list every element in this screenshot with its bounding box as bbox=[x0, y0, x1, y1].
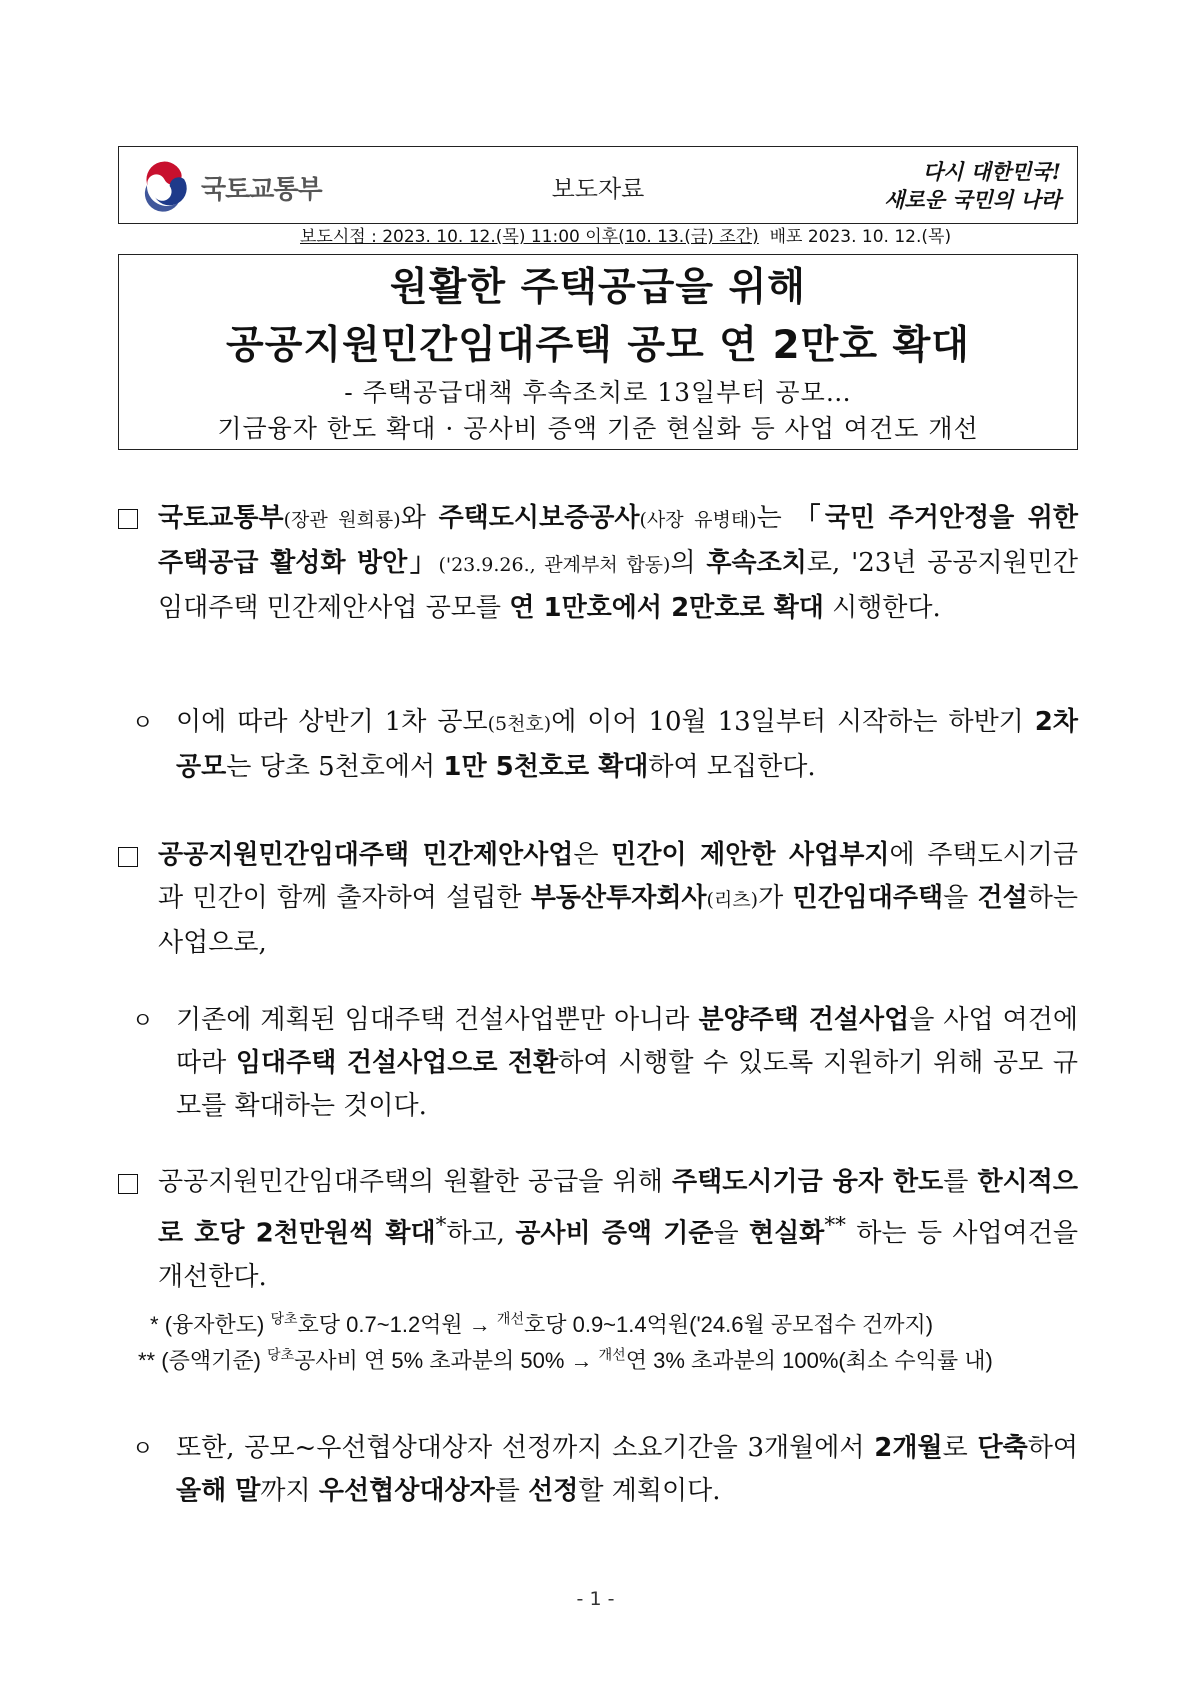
footnote-2-after: 연 3% 초과분의 100%(최소 수익률 내) bbox=[625, 1348, 993, 1373]
emphasis-text: 부동산투자회사 bbox=[530, 883, 707, 913]
body-text: 하여 시행할 수 있도록 지원하기 위해 공모 규모를 확대하는 것이다. bbox=[176, 1048, 1078, 1121]
body-text: 는 bbox=[756, 503, 795, 533]
body-text: * bbox=[435, 1213, 447, 1238]
emphasis-text: 「국민 주거안정을 위한 주택공급 활성화 방안」 bbox=[158, 503, 1079, 578]
emphasis-text: 2차 공모 bbox=[176, 707, 1078, 782]
body-text: 로, '23년 공공지원민간임대주택 민간제안사업 공모를 bbox=[158, 548, 1078, 623]
square-bullet-icon bbox=[118, 509, 138, 529]
body-text: 하는 사업으로, bbox=[158, 883, 1078, 958]
body-text: 을 bbox=[713, 1218, 749, 1249]
emphasis-text: 현실화 bbox=[748, 1218, 825, 1249]
footnote-2-after-tag: 개선 bbox=[598, 1346, 626, 1363]
body-text: 기존에 계획된 임대주택 건설사업뿐만 아니라 bbox=[176, 1005, 699, 1035]
body-text: 하여 bbox=[1027, 1433, 1078, 1463]
emphasis-text: 분양주택 건설사업 bbox=[698, 1005, 910, 1035]
page-number: - 1 - bbox=[576, 1588, 615, 1610]
ministry-logo-text: 국토교통부 bbox=[201, 175, 322, 205]
slogan-calligraphy bbox=[875, 153, 1065, 217]
footnote-1 bbox=[150, 1308, 933, 1339]
body-text: 의 bbox=[670, 548, 707, 578]
body-text: 는 당초 5천호에서 bbox=[226, 752, 444, 782]
emphasis-text: 공공지원민간임대주택 민간제안사업 bbox=[158, 840, 574, 870]
square-bullet-icon bbox=[118, 1174, 138, 1194]
body-text: 에 주택도시기금과 민간이 함께 출자하여 설립한 bbox=[158, 840, 1078, 913]
body-text: 에 이어 10월 13일부터 시작하는 하반기 bbox=[551, 707, 1035, 737]
body-text: 를 bbox=[494, 1476, 529, 1506]
body-text: ('23.9.26., 관계부처 합동) bbox=[438, 554, 671, 576]
emphasis-text: 공사비 증액 기준 bbox=[515, 1218, 714, 1249]
footnote-2-before-tag: 당초 bbox=[267, 1346, 295, 1363]
circle-bullet-icon: ㅇ bbox=[132, 1437, 154, 1462]
paragraph-2 bbox=[176, 701, 1078, 789]
body-text: 하는 등 사업여건을 개선한다. bbox=[158, 1218, 1079, 1292]
emphasis-text: 주택도시기금 융자 한도 bbox=[672, 1167, 944, 1197]
emphasis-text: 올해 말 bbox=[176, 1476, 261, 1506]
circle-bullet-icon: ㅇ bbox=[132, 1009, 154, 1034]
circle-bullet-icon: ㅇ bbox=[132, 711, 154, 736]
body-text: 를 bbox=[943, 1167, 978, 1197]
emphasis-text: 1만 5천호로 확대 bbox=[443, 752, 649, 782]
emphasis-text: 민간임대주택 bbox=[792, 883, 944, 913]
release-info bbox=[300, 222, 1080, 247]
title-box bbox=[118, 254, 1078, 450]
body-text: (사장 유병태) bbox=[639, 509, 757, 531]
subheadline-line-2: 기금융자 한도 확대 · 공사비 증액 기준 현실화 등 사업 여건도 개선 bbox=[217, 414, 979, 443]
footnote-2-before: 공사비 연 5% 초과분의 50% → bbox=[294, 1348, 593, 1373]
square-bullet-icon bbox=[118, 847, 138, 867]
footnote-1-before-tag: 당초 bbox=[270, 1310, 298, 1327]
footnote-1-mark: * bbox=[150, 1312, 159, 1337]
body-text: ** bbox=[824, 1213, 846, 1238]
body-text: (5천호) bbox=[487, 713, 552, 735]
emphasis-text: 우선협상대상자 bbox=[318, 1476, 495, 1506]
slogan-line-1: 다시 대한민국! bbox=[922, 159, 1061, 184]
body-text: (리츠) bbox=[706, 889, 759, 911]
paragraph-4 bbox=[176, 999, 1078, 1128]
paragraph-3 bbox=[158, 834, 1078, 965]
body-text: 시행한다. bbox=[823, 593, 941, 623]
body-text: 을 bbox=[943, 883, 978, 913]
emphasis-text: 선정 bbox=[528, 1476, 579, 1506]
footnote-2-mark: ** bbox=[138, 1348, 156, 1373]
footnote-1-before: 호당 0.7~1.2억원 → bbox=[297, 1312, 491, 1337]
distribution-date: 배포 2023. 10. 12.(목) bbox=[769, 227, 952, 247]
body-text: 하여 모집한다. bbox=[648, 752, 816, 782]
emphasis-text: 국토교통부 bbox=[158, 503, 284, 533]
body-text: 로 bbox=[942, 1433, 978, 1463]
body-text: 공공지원민간임대주택의 원활한 공급을 위해 bbox=[158, 1167, 673, 1197]
slogan-line-2: 새로운 국민의 나라 bbox=[884, 187, 1061, 212]
body-text: 가 bbox=[758, 883, 793, 913]
footnote-2 bbox=[138, 1344, 993, 1375]
emphasis-text: 2개월 bbox=[874, 1433, 943, 1463]
body-text: 은 bbox=[573, 840, 612, 870]
emphasis-text: 주택도시보증공사 bbox=[438, 503, 640, 533]
release-time: 보도시점 : 2023. 10. 12.(목) 11:00 이후(10. 13.(금) 조간) bbox=[300, 227, 759, 247]
press-release-label: 보도자료 bbox=[551, 175, 645, 203]
body-text: 할 계획이다. bbox=[578, 1476, 721, 1506]
paragraph-5 bbox=[158, 1161, 1078, 1299]
emphasis-text: 연 1만호에서 2만호로 확대 bbox=[509, 593, 824, 623]
body-text: 하고, bbox=[446, 1218, 516, 1249]
emphasis-text: 한시적으로 호당 2천만원씩 확대 bbox=[158, 1167, 1078, 1249]
footnote-1-label: (융자한도) bbox=[164, 1312, 265, 1337]
paragraph-6 bbox=[176, 1427, 1078, 1513]
body-text: 이에 따라 상반기 1차 공모 bbox=[176, 707, 488, 737]
footnote-1-after-tag: 개선 bbox=[496, 1310, 524, 1327]
footnote-1-after: 호당 0.9~1.4억원('24.6월 공모접수 건까지) bbox=[523, 1312, 934, 1337]
body-text: 또한, 공모~우선협상대상자 선정까지 소요기간을 3개월에서 bbox=[176, 1433, 875, 1463]
headline-line-1: 원활한 주택공급을 위해 bbox=[390, 265, 806, 310]
emphasis-text: 민간이 제안한 사업부지 bbox=[611, 840, 890, 870]
body-text: 와 bbox=[400, 503, 439, 533]
emphasis-text: 임대주택 건설사업으로 전환 bbox=[235, 1048, 559, 1078]
footnote-2-label: (증액기준) bbox=[161, 1348, 261, 1373]
header-box bbox=[118, 146, 1078, 224]
subheadline-line-1: - 주택공급대책 후속조치로 13일부터 공모… bbox=[344, 378, 852, 407]
body-text: 까지 bbox=[260, 1476, 319, 1506]
emphasis-text: 건설 bbox=[977, 883, 1028, 913]
body-text: 을 사업 여건에 따라 bbox=[176, 1005, 1078, 1078]
emphasis-text: 후속조치 bbox=[706, 548, 807, 578]
headline-line-2: 공공지원민간임대주택 공모 연 2만호 확대 bbox=[226, 323, 970, 368]
emphasis-text: 단축 bbox=[977, 1433, 1028, 1463]
paragraph-1 bbox=[158, 497, 1078, 630]
body-text: (장관 원희룡) bbox=[283, 509, 401, 531]
